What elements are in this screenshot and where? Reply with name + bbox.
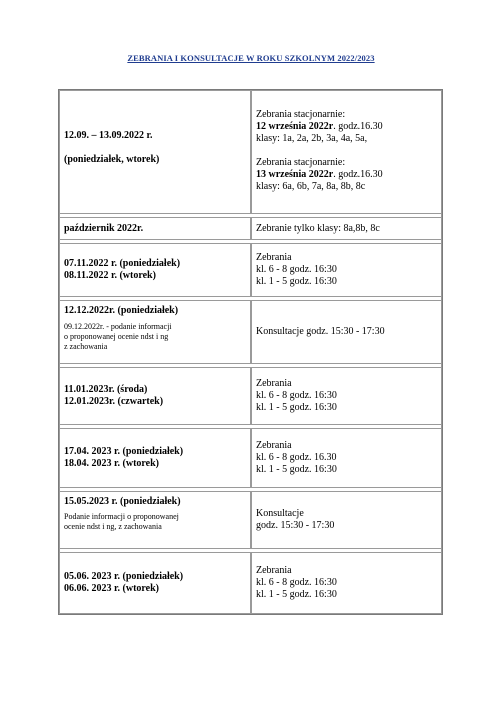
- date-cell: [59, 217, 251, 240]
- note: o proponowanej ocenie ndst i ng: [64, 332, 169, 341]
- event-label: Zebrania stacjonarnie:: [256, 157, 346, 168]
- event-label: Zebrania: [256, 565, 292, 576]
- note: ocenie ndst i ng, z zachowania: [64, 522, 162, 531]
- date-range: 07.11.2022 r. (poniedziałek): [64, 258, 181, 269]
- table-row: [59, 243, 442, 297]
- event-date: 12 września 2022r: [256, 121, 334, 132]
- event-classes: klasy: 6a, 6b, 7a, 8a, 8b, 8c: [256, 181, 366, 192]
- event-detail: kl. 1 - 5 godz. 16:30: [256, 464, 337, 475]
- event-time: . godz.16.30: [333, 121, 383, 132]
- note: z zachowania: [64, 342, 108, 351]
- table-row: [59, 217, 442, 240]
- date-cell: [59, 367, 251, 425]
- date-cell: [59, 90, 251, 214]
- event-date: 13 września 2022r: [256, 169, 334, 180]
- date-range: październik 2022r.: [64, 222, 144, 234]
- table-row: [59, 90, 442, 214]
- table-row: [59, 428, 442, 488]
- weekdays: (poniedziałek, wtorek): [64, 154, 160, 165]
- date-range: 12.12.2022r. (poniedziałek): [64, 305, 179, 316]
- date-range: 08.11.2022 r. (wtorek): [64, 270, 156, 281]
- note: Podanie informacji o proponowanej: [64, 512, 179, 521]
- event-cell: [251, 217, 442, 240]
- event-label: Zebrania: [256, 378, 292, 389]
- date-range: 12.01.2023r. (czwartek): [64, 396, 164, 407]
- note: 09.12.2022r. - podanie informacji: [64, 322, 172, 331]
- date-cell: [59, 300, 251, 364]
- document-title: ZEBRANIA I KONSULTACJE W ROKU SZKOLNYM 2022/2023: [127, 53, 375, 63]
- event-detail: kl. 6 - 8 godz. 16:30: [256, 577, 337, 588]
- event-cell: [251, 243, 442, 297]
- event-detail: godz. 15:30 - 17:30: [256, 520, 335, 531]
- event-description: Konsultacje godz. 15:30 - 17:30: [256, 326, 385, 337]
- date-cell: [59, 243, 251, 297]
- date-range: 12.09. – 13.09.2022 r.: [64, 130, 153, 141]
- event-cell: [251, 300, 442, 364]
- event-time: . godz.16.30: [333, 169, 383, 180]
- event-cell: [251, 428, 442, 488]
- event-cell: [251, 367, 442, 425]
- date-cell: [59, 428, 251, 488]
- date-range: 05.06. 2023 r. (poniedziałek): [64, 571, 184, 582]
- event-label: Zebrania: [256, 252, 292, 263]
- event-cell: [251, 491, 442, 549]
- event-label: Zebrania: [256, 440, 292, 451]
- event-label: Zebrania stacjonarnie:: [256, 109, 346, 120]
- date-range: 11.01.2023r. (środa): [64, 384, 148, 395]
- table-row: [59, 367, 442, 425]
- table-row: [59, 552, 442, 614]
- event-detail: kl. 1 - 5 godz. 16:30: [256, 402, 337, 413]
- event-detail: kl. 1 - 5 godz. 16:30: [256, 276, 337, 287]
- date-range: 17.04. 2023 r. (poniedziałek): [64, 446, 184, 457]
- event-datetime: [256, 121, 437, 133]
- table-row: [59, 491, 442, 549]
- event-detail: kl. 6 - 8 godz. 16.30: [256, 452, 337, 463]
- event-detail: kl. 6 - 8 godz. 16:30: [256, 390, 337, 401]
- date-range: 06.06. 2023 r. (wtorek): [64, 583, 159, 594]
- date-range: 15.05.2023 r. (poniedziałek): [64, 496, 181, 507]
- date-range: 18.04. 2023 r. (wtorek): [64, 458, 159, 469]
- table-row: [59, 300, 442, 364]
- schedule-table: [58, 89, 443, 615]
- date-cell: [59, 491, 251, 549]
- event-datetime: [256, 169, 437, 181]
- event-description: Zebranie tylko klasy: 8a,8b, 8c: [256, 222, 380, 234]
- event-cell: [251, 90, 442, 214]
- event-classes: klasy: 1a, 2a, 2b, 3a, 4a, 5a,: [256, 133, 368, 144]
- date-cell: [59, 552, 251, 614]
- event-detail: kl. 6 - 8 godz. 16:30: [256, 264, 337, 275]
- event-detail: kl. 1 - 5 godz. 16:30: [256, 589, 337, 600]
- event-label: Konsultacje: [256, 508, 304, 519]
- event-cell: [251, 552, 442, 614]
